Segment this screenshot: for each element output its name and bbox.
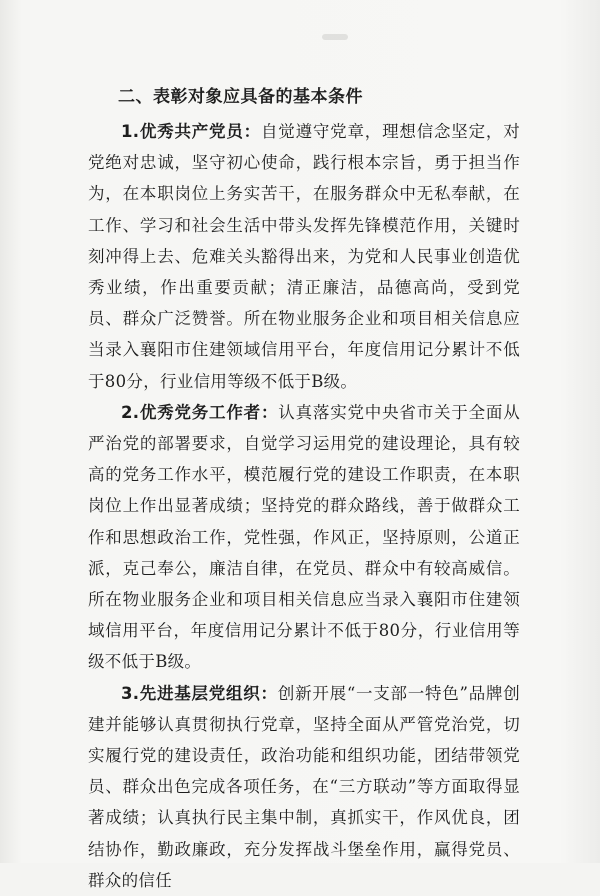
document-body	[88, 84, 520, 896]
scan-smudge	[322, 34, 348, 40]
paragraph-outstanding-party-worker	[88, 397, 520, 678]
paragraph-text: 创新开展“一支部一特色”品牌创建并能够认真贯彻执行党章，坚持全面从严管党治党，切实履行党的建设责任，政治功能和组织功能，团结带领党员、群众出色完成各项任务，在“三方联动”等方面取得显著成绩；认真执行民主集中制，真抓实干，作风优良，团结协作，勤政廉政，充分发挥战斗堡垒作用，赢得党员、群众的信任	[88, 683, 520, 890]
paragraph-outstanding-party-member	[88, 116, 520, 397]
paragraph-text: 自觉遵守党章，理想信念坚定，对党绝对忠诚，坚守初心使命，践行根本宗旨，勇于担当作为，在本职岗位上务实苦干，在服务群众中无私奉献，在工作、学习和社会生活中带头发挥先锋模范作用，关键时刻冲得上去、危难关头豁得出来，为党和人民事业创造优秀业绩，作出重要贡献；清正廉洁，品德高尚，受到党员、群众广泛赞誉。所在物业服务企业和项目相关信息应当录入襄阳市住建领域信用平台，年度信用记分累计不低于80分，行业信用等级不低于B级。	[88, 122, 520, 391]
section-heading: 二、表彰对象应具备的基本条件	[118, 87, 363, 107]
paragraph-lead: 2.优秀党务工作者：	[121, 402, 279, 422]
paragraph-lead: 1.优秀共产党员：	[121, 122, 261, 141]
paragraph-advanced-party-organization	[88, 678, 520, 896]
paragraph-text: 认真落实党中央省市关于全面从严治党的部署要求，自觉学习运用党的建设理论，具有较高的党务工作水平，模范履行党的建设工作职责，在本职岗位上作出显著成绩；坚持党的群众路线，善于做群众工作和思想政治工作，党性强，作风正，坚持原则，公道正派，克己奉公，廉洁自律，在党员、群众中有较高威信。所在物业服务企业和项目相关信息应当录入襄阳市住建领域信用平台，年度信用记分累计不低于80分，行业信用等级不低于B级。	[88, 402, 521, 672]
paragraph-lead: 3.先进基层党组织：	[121, 683, 278, 703]
